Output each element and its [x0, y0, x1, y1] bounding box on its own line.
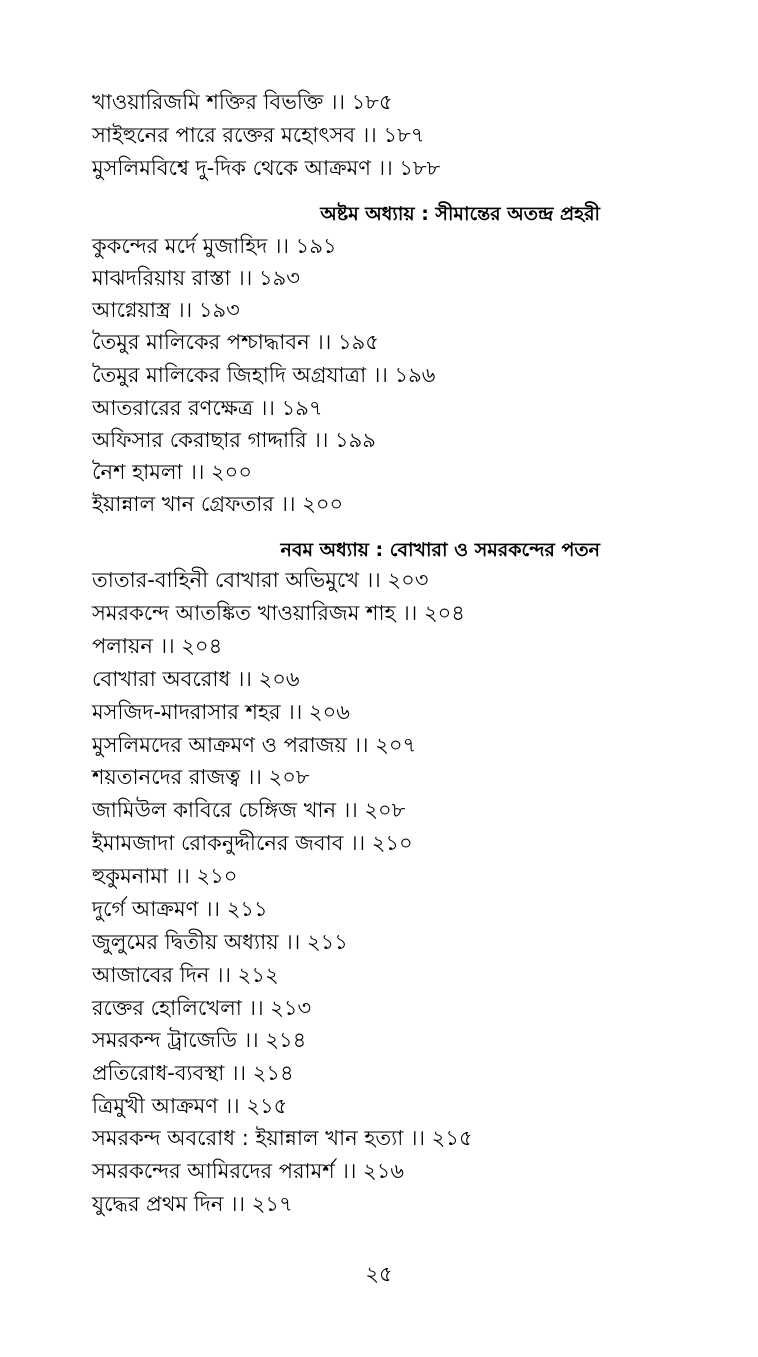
toc-entry: তাতার-বাহিনী বোখারা অভিমুখে ।। ২০৩ [92, 568, 429, 592]
toc-entry: ইয়ান্নাল খান গ্রেফতার ।। ২০০ [92, 492, 344, 516]
toc-entry: মসজিদ-মাদরাসার শহর ।। ২০৬ [92, 700, 350, 724]
chapter-heading: নবম অধ্যায় : বোখারা ও সমরকন্দের পতন [280, 539, 600, 561]
toc-entry: মাঝদরিয়ায় রাস্তা ।। ১৯৩ [92, 266, 300, 290]
toc-entry: তৈমুর মালিকের পশ্চাদ্ধাবন ।। ১৯৫ [92, 330, 379, 354]
toc-entry: আতরারের রণক্ষেত্র ।। ১৯৭ [92, 396, 323, 420]
toc-entry: শয়তানদের রাজত্ব ।। ২০৮ [92, 765, 310, 789]
toc-entry: জুলুমের দ্বিতীয় অধ্যায় ।। ২১১ [92, 930, 348, 954]
toc-entry: নৈশ হামলা ।। ২০০ [92, 460, 252, 484]
toc-entry: কুকন্দের মর্দে মুজাহিদ ।। ১৯১ [92, 234, 337, 258]
toc-entry: আজাবের দিন ।। ২১২ [92, 963, 279, 987]
chapter-heading: অষ্টম অধ্যায় : সীমান্তের অতন্দ্র প্রহরী [320, 203, 600, 225]
toc-entry: সমরকন্দে আতঙ্কিত খাওয়ারিজম শাহ ।। ২০৪ [92, 601, 465, 625]
toc-entry: অফিসার কেরাছার গাদ্দারি ।। ১৯৯ [92, 428, 376, 452]
toc-entry: খাওয়ারিজমি শক্তির বিভক্তি ।। ১৮৫ [92, 90, 393, 114]
toc-entry: মুসলিমবিশ্বে দু-দিক থেকে আক্রমণ ।। ১৮৮ [92, 156, 441, 180]
toc-entry: ইমামজাদা রোকনুদ্দীনের জবাব ।। ২১০ [92, 831, 413, 855]
toc-entry: দুর্গে আক্রমণ ।। ২১১ [92, 897, 268, 921]
toc-entry: তৈমুর মালিকের জিহাদি অগ্রযাত্রা ।। ১৯৬ [92, 363, 436, 387]
toc-entry: রক্তের হোলিখেলা ।। ২১৩ [92, 996, 312, 1020]
toc-entry: বোখারা অবরোধ ।। ২০৬ [92, 667, 300, 691]
toc-entry: পলায়ন ।। ২০৪ [92, 634, 223, 658]
toc-entry: প্রতিরোধ-ব্যবস্থা ।। ২১৪ [92, 1061, 294, 1085]
toc-entry: মুসলিমদের আক্রমণ ও পরাজয় ।। ২০৭ [92, 733, 417, 757]
toc-entry: হুকুমনামা ।। ২১০ [92, 864, 238, 888]
page-number: ২৫ [365, 1262, 393, 1286]
toc-entry: আগ্নেয়াস্ত্র ।। ১৯৩ [92, 298, 240, 322]
toc-entry: জামিউল কাবিরে চেঙ্গিজ খান ।। ২০৮ [92, 798, 406, 822]
toc-entry: যুদ্ধের প্রথম দিন ।। ২১৭ [92, 1192, 293, 1216]
toc-entry: ত্রিমুখী আক্রমণ ।। ২১৫ [92, 1094, 288, 1118]
toc-entry: সমরকন্দের আমিরদের পরামর্শ ।। ২১৬ [92, 1159, 404, 1183]
toc-entry: সমরকন্দ ট্রাজেডি ।। ২১৪ [92, 1028, 307, 1052]
toc-entry: সমরকন্দ অবরোধ : ইয়ান্নাল খান হত্যা ।। ২১৫ [92, 1126, 473, 1150]
toc-entry: সাইহুনের পারে রক্তের মহোৎসব ।। ১৮৭ [92, 123, 425, 147]
